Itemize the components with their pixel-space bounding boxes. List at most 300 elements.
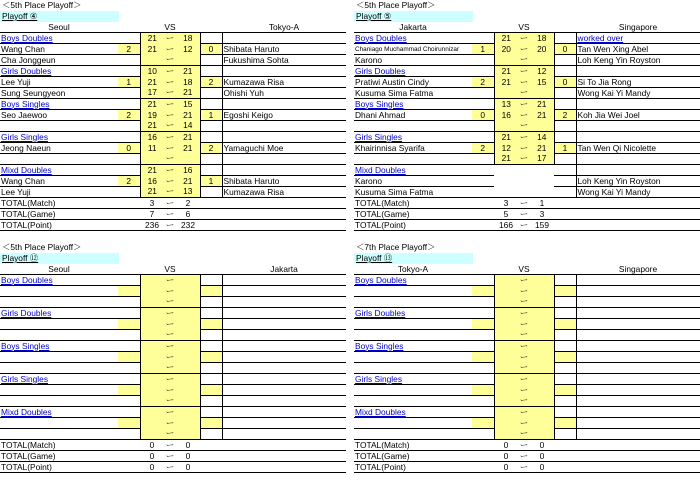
team-a-player: Kusuma Sima Fatma [354, 187, 472, 198]
game-score-b: 21 [530, 99, 554, 110]
total-b: 232 [176, 220, 200, 231]
event-name[interactable]: Girls Doubles [354, 308, 472, 319]
team-a-points: 2 [118, 176, 140, 187]
team-b-note[interactable] [576, 407, 700, 418]
event-name[interactable]: Girls Singles [0, 132, 118, 143]
team-b-note[interactable] [222, 66, 346, 77]
total-b: 159 [530, 220, 554, 231]
table-row [0, 121, 346, 132]
table-row [0, 176, 346, 187]
score-dash: ー [519, 208, 529, 219]
team-a-player: Chaniago Muchammad Choirunnizar [354, 44, 472, 55]
score-dash: ー [519, 296, 529, 307]
team-b-player: Tan Wen Xing Abel [576, 44, 700, 55]
team-b-player [222, 418, 346, 429]
team-b-note[interactable] [222, 99, 346, 110]
team-b-note[interactable] [576, 341, 700, 352]
table-row [0, 396, 346, 407]
table-row [354, 429, 700, 440]
team-b-name: Singapore [576, 22, 700, 33]
table-row [354, 341, 700, 352]
game-score-b [530, 319, 554, 330]
table-row [354, 176, 700, 187]
total-label: TOTAL(Point) [0, 220, 118, 231]
game-score-b: 20 [530, 44, 554, 55]
team-a-points [472, 418, 494, 429]
game-score-a [494, 341, 518, 352]
score-dash: ー [519, 450, 529, 461]
team-b-points: 0 [200, 44, 222, 55]
score-dash: ー [519, 417, 529, 428]
score-dash [518, 165, 530, 176]
team-b-points [554, 286, 576, 297]
table-row [354, 286, 700, 297]
game-score-a: 21 [494, 132, 518, 143]
total-b: 6 [176, 209, 200, 220]
playoff-category-title: ＜5th Place Playoff＞ [2, 242, 82, 252]
game-score-b [530, 297, 554, 308]
table-row [354, 165, 700, 176]
team-a-player [0, 429, 118, 440]
table-row [354, 319, 700, 330]
table-row [354, 363, 700, 374]
game-score-a [494, 385, 518, 396]
team-a-points [118, 418, 140, 429]
game-score-b: 16 [176, 165, 200, 176]
game-score-a [140, 407, 164, 418]
event-name[interactable]: Boys Singles [0, 99, 118, 110]
team-a-player: Lee Yuji [0, 187, 118, 198]
event-name[interactable]: Boys Singles [354, 99, 472, 110]
team-b-player [222, 352, 346, 363]
table-row [354, 374, 700, 385]
game-score-a [494, 363, 518, 374]
team-b-points: 1 [554, 143, 576, 154]
score-dash: ー [519, 395, 529, 406]
game-score-a [494, 407, 518, 418]
score-dash: ー [165, 406, 175, 417]
game-score-b [176, 396, 200, 407]
game-score-b [176, 385, 200, 396]
game-score-a [140, 154, 164, 165]
total-row [354, 198, 700, 209]
team-a-player [354, 297, 472, 308]
game-score-b: 21 [530, 110, 554, 121]
game-score-a: 20 [494, 44, 518, 55]
game-score-a: 21 [494, 66, 518, 77]
total-a: 5 [494, 209, 518, 220]
table-row [0, 385, 346, 396]
game-score-b [530, 330, 554, 341]
team-a-player [354, 319, 472, 330]
score-dash: ー [519, 142, 529, 153]
game-score-a: 21 [494, 154, 518, 165]
total-label: TOTAL(Point) [354, 462, 472, 473]
event-name[interactable]: Girls Doubles [0, 66, 118, 77]
total-a: 236 [140, 220, 164, 231]
total-b: 0 [176, 451, 200, 462]
game-score-b [530, 396, 554, 407]
score-dash: ー [519, 76, 529, 87]
team-b-player [576, 154, 700, 165]
score-dash: ー [519, 54, 529, 65]
game-score-a [494, 429, 518, 440]
game-score-a [140, 55, 164, 66]
team-b-player: Egoshi Keigo [222, 110, 346, 121]
score-dash: ー [519, 384, 529, 395]
total-row [354, 451, 700, 462]
team-b-note[interactable] [576, 374, 700, 385]
team-b-note[interactable] [222, 275, 346, 286]
team-b-note[interactable] [576, 66, 700, 77]
game-score-b: 18 [176, 77, 200, 88]
score-dash: ー [165, 76, 175, 87]
team-a-player [354, 385, 472, 396]
team-b-points [200, 319, 222, 330]
team-a-player [354, 396, 472, 407]
game-score-a: 21 [140, 77, 164, 88]
game-score-b: 21 [176, 176, 200, 187]
team-b-player [222, 330, 346, 341]
team-a-player [354, 330, 472, 341]
team-b-player: Shibata Haruto [222, 44, 346, 55]
event-name[interactable]: Boys Doubles [0, 33, 118, 44]
score-dash: ー [519, 65, 529, 76]
total-row [354, 220, 700, 231]
table-row [0, 429, 346, 440]
team-b-player [576, 319, 700, 330]
team-a-player [0, 297, 118, 308]
game-score-a [494, 187, 518, 198]
game-score-b: 18 [176, 33, 200, 44]
total-label: TOTAL(Game) [354, 209, 472, 220]
team-a-points [118, 319, 140, 330]
score-dash: ー [519, 285, 529, 296]
total-row [354, 209, 700, 220]
total-row [0, 451, 346, 462]
table-row [354, 352, 700, 363]
total-label: TOTAL(Match) [0, 440, 118, 451]
table-row [0, 352, 346, 363]
table-row [0, 275, 346, 286]
total-b: 0 [176, 462, 200, 473]
team-a-name: Seoul [0, 264, 118, 275]
score-dash: ー [519, 131, 529, 142]
total-row [0, 462, 346, 473]
game-score-b [530, 363, 554, 374]
score-dash: ー [165, 131, 175, 142]
game-score-a [140, 363, 164, 374]
game-score-b: 21 [176, 66, 200, 77]
playoff-category-title: ＜5th Place Playoff＞ [356, 0, 436, 10]
game-score-a: 16 [140, 176, 164, 187]
game-score-a: 16 [494, 110, 518, 121]
team-b-player [576, 429, 700, 440]
total-a: 0 [140, 462, 164, 473]
total-a: 3 [140, 198, 164, 209]
score-dash [518, 187, 530, 198]
total-label: TOTAL(Game) [0, 209, 118, 220]
game-score-b: 13 [176, 187, 200, 198]
game-score-a [494, 275, 518, 286]
game-score-b [530, 308, 554, 319]
team-a-player: Kusuma Sima Fatma [354, 88, 472, 99]
score-dash: ー [519, 153, 529, 164]
total-row [0, 198, 346, 209]
event-name[interactable]: Mixd Doubles [354, 165, 472, 176]
table-row [0, 363, 346, 374]
team-b-player [222, 385, 346, 396]
score-dash: ー [519, 362, 529, 373]
game-score-b: 21 [176, 143, 200, 154]
table-row [354, 110, 700, 121]
event-name[interactable]: Girls Singles [354, 132, 472, 143]
team-b-name: Tokyo-A [222, 22, 346, 33]
team-b-player [576, 418, 700, 429]
game-score-b [176, 275, 200, 286]
team-b-player [222, 363, 346, 374]
event-name[interactable]: Boys Singles [0, 341, 118, 352]
team-b-player: Wong Kai Yi Mandy [576, 187, 700, 198]
event-name[interactable]: Mixd Doubles [0, 407, 118, 418]
game-score-a [494, 330, 518, 341]
table-row [354, 55, 700, 66]
game-score-b [176, 286, 200, 297]
game-score-a [140, 319, 164, 330]
team-b-note[interactable] [222, 308, 346, 319]
game-score-b [176, 407, 200, 418]
team-b-player: Wong Kai Yi Mandy [576, 88, 700, 99]
table-row [354, 396, 700, 407]
game-score-a: 10 [140, 66, 164, 77]
team-b-note[interactable] [222, 33, 346, 44]
score-dash: ー [165, 296, 175, 307]
score-dash: ー [519, 351, 529, 362]
score-dash: ー [519, 439, 529, 450]
game-score-a [140, 418, 164, 429]
total-label: TOTAL(Match) [354, 440, 472, 451]
table-row [354, 187, 700, 198]
team-b-note[interactable] [222, 165, 346, 176]
game-score-a [140, 341, 164, 352]
score-dash: ー [165, 87, 175, 98]
team-b-name: Singapore [576, 264, 700, 275]
game-score-b [176, 330, 200, 341]
team-b-player: Fukushima Sohta [222, 55, 346, 66]
score-dash: ー [165, 43, 175, 54]
team-a-player [354, 418, 472, 429]
game-score-a: 13 [494, 99, 518, 110]
score-dash: ー [165, 384, 175, 395]
total-a: 7 [140, 209, 164, 220]
score-dash: ー [519, 461, 529, 472]
score-dash: ー [165, 340, 175, 351]
game-score-b [176, 429, 200, 440]
score-dash: ー [519, 120, 529, 131]
team-a-player [0, 286, 118, 297]
playoff-label[interactable]: Playoff ⑤ [354, 11, 473, 22]
table-row [0, 88, 346, 99]
event-name[interactable]: Boys Doubles [354, 33, 472, 44]
score-dash: ー [165, 153, 175, 164]
game-score-b: 21 [176, 88, 200, 99]
team-a-player: Pratiwi Austin Cindy [354, 77, 472, 88]
game-score-a [494, 352, 518, 363]
event-name[interactable]: Mixd Doubles [0, 165, 118, 176]
team-b-points [554, 319, 576, 330]
team-b-points: 2 [200, 77, 222, 88]
vs-label: VS [140, 264, 200, 275]
score-dash: ー [519, 406, 529, 417]
game-score-a [494, 396, 518, 407]
score-dash: ー [519, 318, 529, 329]
score-dash: ー [519, 32, 529, 43]
game-score-a [140, 396, 164, 407]
game-score-a [494, 418, 518, 429]
team-b-note[interactable] [576, 132, 700, 143]
total-a: 0 [494, 451, 518, 462]
total-label: TOTAL(Point) [0, 462, 118, 473]
event-name[interactable]: Boys Singles [354, 341, 472, 352]
game-score-a [140, 352, 164, 363]
score-dash: ー [165, 54, 175, 65]
team-a-name: Tokyo-A [354, 264, 472, 275]
team-b-player: Kumazawa Risa [222, 77, 346, 88]
score-dash: ー [165, 417, 175, 428]
team-b-note[interactable] [576, 308, 700, 319]
event-name[interactable]: Boys Doubles [354, 275, 472, 286]
team-a-player: Lee Yuji [0, 77, 118, 88]
team-b-points: 1 [200, 176, 222, 187]
team-a-points: 0 [118, 143, 140, 154]
playoff-label[interactable]: Playoff ④ [0, 11, 119, 22]
header-row [0, 22, 346, 33]
game-score-a [140, 275, 164, 286]
total-b: 1 [530, 198, 554, 209]
game-score-b [176, 418, 200, 429]
score-dash: ー [519, 43, 529, 54]
score-dash: ー [165, 142, 175, 153]
team-a-player [0, 363, 118, 374]
table-row [0, 418, 346, 429]
game-score-a: 11 [140, 143, 164, 154]
team-a-points [118, 385, 140, 396]
event-name[interactable]: Girls Singles [354, 374, 472, 385]
game-score-a [494, 88, 518, 99]
playoff-label[interactable]: Playoff ⑫ [0, 253, 119, 264]
score-dash: ー [165, 461, 175, 472]
table-row [0, 297, 346, 308]
team-a-player [354, 286, 472, 297]
team-a-player [0, 154, 118, 165]
game-score-a [494, 121, 518, 132]
event-name[interactable]: Mixd Doubles [354, 407, 472, 418]
team-a-points [472, 286, 494, 297]
table-row [354, 407, 700, 418]
score-dash: ー [165, 373, 175, 384]
match-table [354, 22, 700, 231]
table-row [354, 132, 700, 143]
table-row [354, 418, 700, 429]
event-name[interactable]: Boys Doubles [0, 275, 118, 286]
team-b-player [576, 385, 700, 396]
total-b: 0 [530, 462, 554, 473]
team-b-player: Koh Jia Wei Joel [576, 110, 700, 121]
team-b-note[interactable] [576, 99, 700, 110]
total-label: TOTAL(Match) [354, 198, 472, 209]
team-a-points [118, 286, 140, 297]
team-a-points: 2 [472, 143, 494, 154]
game-score-b: 21 [176, 110, 200, 121]
game-score-b [530, 429, 554, 440]
game-score-a: 19 [140, 110, 164, 121]
team-b-player [576, 121, 700, 132]
team-a-points [472, 319, 494, 330]
team-b-points: 0 [554, 44, 576, 55]
team-b-note[interactable] [222, 341, 346, 352]
playoff-label[interactable]: Playoff ⑬ [354, 253, 473, 264]
game-score-a [140, 286, 164, 297]
vs-label: VS [140, 22, 200, 33]
total-b: 2 [176, 198, 200, 209]
table-row [0, 165, 346, 176]
team-b-player: Si To Jia Rong [576, 77, 700, 88]
game-score-a: 17 [140, 88, 164, 99]
team-a-player [0, 330, 118, 341]
match-table [0, 22, 346, 231]
game-score-a: 21 [140, 165, 164, 176]
score-dash: ー [519, 329, 529, 340]
match-table [354, 264, 700, 473]
team-b-player [222, 396, 346, 407]
team-a-name: Jakarta [354, 22, 472, 33]
score-dash: ー [519, 274, 529, 285]
team-b-note[interactable] [222, 374, 346, 385]
team-b-note[interactable] [576, 165, 700, 176]
total-a: 3 [494, 198, 518, 209]
game-score-b [530, 176, 554, 187]
total-b: 0 [530, 451, 554, 462]
event-name[interactable]: Girls Singles [0, 374, 118, 385]
event-name[interactable]: Girls Doubles [0, 308, 118, 319]
game-score-b [176, 363, 200, 374]
total-row [0, 220, 346, 231]
event-name[interactable]: Girls Doubles [354, 66, 472, 77]
score-dash: ー [165, 197, 175, 208]
team-b-note[interactable] [222, 407, 346, 418]
game-score-a [494, 319, 518, 330]
team-b-player: Kumazawa Risa [222, 187, 346, 198]
score-dash: ー [165, 351, 175, 362]
team-b-note[interactable]: worked over [576, 33, 700, 44]
header-row [0, 264, 346, 275]
playoff-panel [0, 242, 346, 473]
team-b-note[interactable] [222, 132, 346, 143]
score-dash: ー [519, 340, 529, 351]
team-b-points: 1 [200, 110, 222, 121]
vs-label: VS [494, 264, 554, 275]
game-score-b [176, 308, 200, 319]
game-score-b [176, 341, 200, 352]
score-dash: ー [519, 109, 529, 120]
game-score-a: 21 [140, 44, 164, 55]
playoff-category-title: ＜5th Place Playoff＞ [2, 0, 82, 10]
table-row [354, 297, 700, 308]
team-b-note[interactable] [576, 275, 700, 286]
team-a-points [118, 352, 140, 363]
team-a-player: Seo Jaewoo [0, 110, 118, 121]
total-a: 0 [494, 462, 518, 473]
